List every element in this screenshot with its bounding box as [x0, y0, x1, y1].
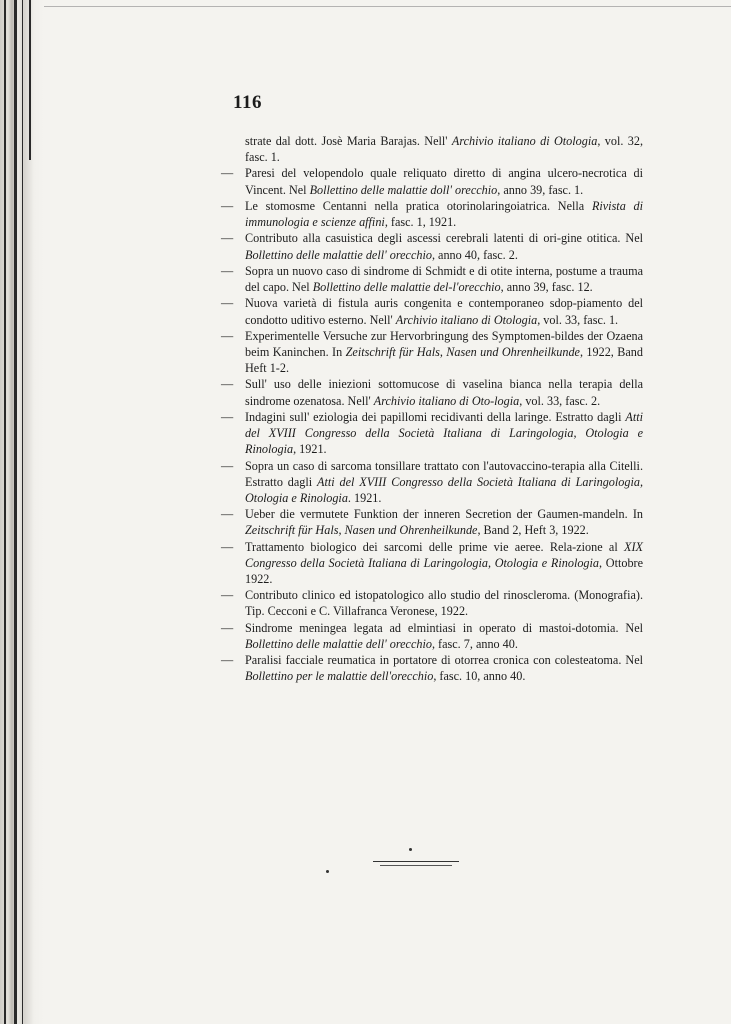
- binding-spine: [0, 0, 44, 1024]
- entry-dash: —: [221, 458, 234, 473]
- entry-dash: —: [221, 620, 234, 635]
- bibliography-entry: [221, 539, 643, 587]
- entry-text: Paralisi facciale reumatica in portatore di otorrea cronica con colesteatoma. Nel: [245, 653, 643, 668]
- bibliography-list: [221, 133, 643, 685]
- entry-details: , vol. 33, fasc. 1.: [537, 312, 619, 327]
- entry-text: Experimentelle Versuche zur Hervorbringung des Symptomen-bildes der Ozaena beim Kaninchen. In: [245, 328, 643, 359]
- entry-journal-title: Zeitschrift für Hals, Nasen und Ohrenheilkunde: [345, 345, 580, 359]
- top-edge-line: [0, 6, 731, 7]
- entry-details: , 1921.: [293, 442, 327, 457]
- entry-text: Ueber die vermutete Funktion der inneren Secretion der Gaumen-mandeln. In: [245, 507, 643, 522]
- entry-text: Le stomosme Centanni nella pratica otorinolaringoiatrica. Nella: [245, 198, 585, 213]
- closing-rule: [373, 861, 459, 862]
- entry-details: , vol. 33, fasc. 2.: [519, 393, 601, 408]
- entry-journal-title: Bollettino delle malattie dell' orecchio: [245, 247, 432, 262]
- entry-dash: —: [221, 166, 234, 181]
- entry-journal-title: Bollettino delle malattie doll' orecchio: [309, 182, 498, 197]
- entry-dash: —: [221, 539, 234, 554]
- bibliography-entry: [221, 409, 643, 457]
- entry-details: , anno 39, fasc. 1.: [497, 182, 584, 197]
- entry-text: Sopra un caso di sarcoma tonsillare trattato con l'autovaccino-terapia alla Citelli. Estratto dagli: [245, 458, 643, 489]
- entry-text: Contributo alla casuistica degli ascessi cerebrali latenti di ori-gine otitica. Nel: [245, 231, 643, 246]
- spine-line: [4, 0, 6, 1024]
- speck: [326, 870, 329, 873]
- entry-details: . 1921.: [347, 490, 382, 505]
- entry-dash: —: [221, 328, 234, 343]
- entry-journal-title: Archivio italiano di Otologia: [395, 312, 538, 327]
- closing-rule: [380, 865, 452, 866]
- entry-details: , anno 40, fasc. 2.: [431, 247, 518, 262]
- entry-details: , fasc. 1, 1921.: [384, 215, 457, 230]
- bibliography-entry: [221, 295, 643, 327]
- bibliography-entry-continuation: [221, 133, 643, 165]
- entry-journal-title: Zeitschrift für Hals, Nasen und Ohrenheilkunde: [245, 523, 478, 538]
- spine-line: [29, 0, 31, 160]
- entry-text: Sopra un nuovo caso di sindrome di Schmidt e di otite interna, postume a trauma del capo. Nel: [245, 263, 643, 295]
- bibliography-entry: [221, 198, 643, 230]
- entry-text: Sindrome meningea legata ad elmintiasi in operato di mastoi-dotomia. Nel: [245, 620, 643, 635]
- entry-dash: —: [221, 653, 234, 668]
- bibliography-entry: [221, 376, 643, 408]
- entry-dash: —: [221, 296, 234, 311]
- spine-line: [22, 0, 23, 1024]
- bibliography-entry: [221, 620, 643, 652]
- entry-journal-title: Atti del XVIII Congresso della Società Italiana di Laringologia, Otologia e Rinologia: [245, 474, 644, 505]
- entry-text: Contributo clinico ed istopatologico allo studio del rinoscleroma. (Monografia). Tip. Cecconi e C. Villafranca Veronese, 1922.: [245, 588, 643, 619]
- bibliography-entry: [221, 587, 643, 619]
- entry-dash: —: [221, 263, 234, 278]
- entry-text: Paresi del velopendolo quale reliquato diretto di angina ulcero-necrotica di Vincent. Nel: [245, 166, 643, 197]
- page-number: 116: [233, 92, 262, 113]
- entry-details: , fasc. 7, anno 40.: [431, 636, 518, 651]
- entry-text: Sull' uso delle iniezioni sottomucose di vaselina bianca nella terapia della sindrome ozenatosa. Nell': [245, 377, 643, 408]
- entry-details: , fasc. 10, anno 40.: [433, 669, 526, 684]
- entry-journal-title: Bollettino delle malattie dell' orecchio: [245, 636, 432, 651]
- entry-details: , vol. 32, fasc. 1.: [245, 134, 643, 165]
- entry-dash: —: [221, 409, 234, 424]
- bibliography-entry: [221, 263, 643, 295]
- entry-details: , anno 39, fasc. 12.: [500, 280, 593, 295]
- bibliography-entry: [221, 328, 643, 376]
- entry-dash: —: [221, 588, 234, 603]
- entry-journal-title: Atti del XVIII Congresso della Società Italiana di Laringologia, Otologia e Rinologia: [245, 409, 643, 457]
- entry-journal-title: Archivio italiano di Oto-logia: [373, 393, 520, 408]
- bibliography-entry: [221, 652, 643, 684]
- entry-journal-title: Bollettino delle malattie del-l'orecchio: [312, 280, 501, 295]
- entry-text: Indagini sull' eziologia dei papillomi recidivanti della laringe. Estratto dagli: [245, 409, 622, 424]
- bibliography-entry: [221, 458, 643, 506]
- entry-details: , Ottobre 1922.: [245, 555, 643, 586]
- spine-line: [14, 0, 17, 1024]
- bibliography-entry: [221, 506, 643, 538]
- entry-journal-title: Archivio italiano di Otologia: [451, 134, 598, 148]
- entry-details: , 1922, Band Heft 1-2.: [245, 345, 643, 376]
- bibliography-entry: [221, 230, 643, 262]
- entry-journal-title: XIX Congresso della Società Italiana di Laringologia, Otologia e Rinologia: [245, 539, 643, 570]
- entry-dash: —: [221, 507, 234, 522]
- bibliography-entry: [221, 165, 643, 197]
- entry-journal-title: Bollettino per le malattie dell'orecchio: [245, 669, 434, 684]
- entry-text: strate dal dott. Josè Maria Barajas. Nell': [245, 134, 448, 148]
- speck: [409, 848, 412, 851]
- entry-details: , Band 2, Heft 3, 1922.: [477, 523, 589, 538]
- entry-dash: —: [221, 231, 234, 246]
- entry-text: Nuova varietà di fistula auris congenita e contemporaneo sdop-piamento del condotto uditivo esterno. Nell': [245, 296, 643, 327]
- entry-journal-title: Rivista di immunologia e scienze affini: [245, 198, 644, 230]
- entry-text: Trattamento biologico dei sarcomi delle prime vie aeree. Rela-zione al: [245, 539, 618, 554]
- entry-dash: —: [221, 377, 234, 392]
- entry-dash: —: [221, 198, 234, 213]
